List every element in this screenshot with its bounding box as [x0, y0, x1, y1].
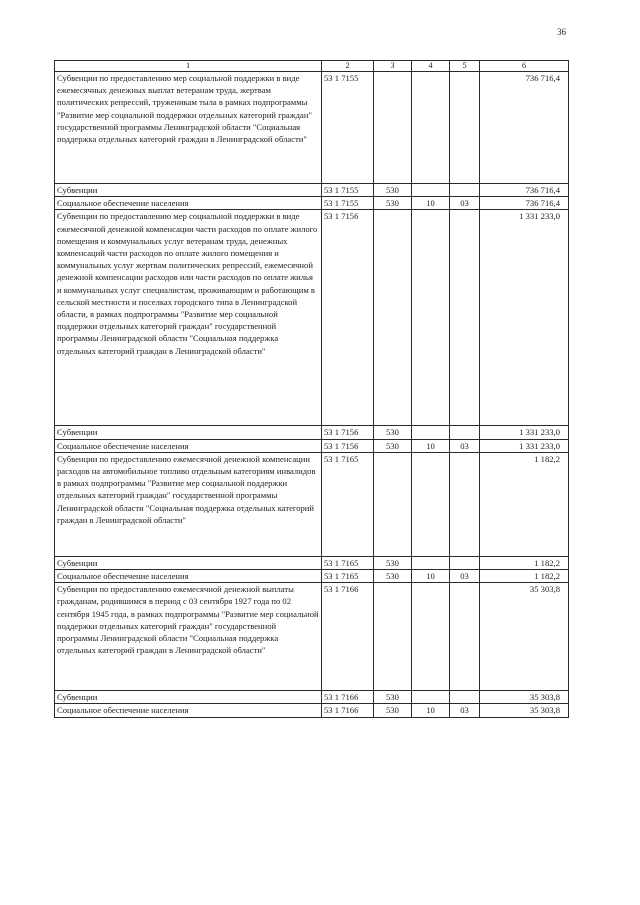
row-csr-cell: 53 1 7166 — [322, 691, 374, 704]
row-name-cell: Субвенции по предоставлению мер социальной поддержки в виде ежемесячных денежных выплат ветеранам труда, жертвам политических репрессий, труженикам тыла в рамках подпрограммы "Развитие мер социальной поддержки отдельных категорий граждан" государственной программы Ленинградской области "Социальная поддержка отдельных категорий граждан в Ленинградской области" — [55, 72, 322, 184]
row-rz-cell — [412, 691, 450, 704]
row-csr-cell: 53 1 7156 — [322, 426, 374, 439]
row-sum-cell: 35 303,8 — [480, 583, 569, 691]
budget-table — [54, 60, 569, 718]
row-sum-cell: 1 331 233,0 — [480, 210, 569, 426]
table-row — [55, 426, 569, 439]
table-row — [55, 439, 569, 452]
row-vr-cell: 530 — [374, 197, 412, 210]
row-rz-cell: 10 — [412, 439, 450, 452]
row-pr-cell — [450, 556, 480, 569]
header-cell: 5 — [450, 61, 480, 72]
row-pr-cell — [450, 426, 480, 439]
table-row — [55, 452, 569, 556]
table-row — [55, 197, 569, 210]
row-vr-cell: 530 — [374, 570, 412, 583]
row-csr-cell: 53 1 7155 — [322, 72, 374, 184]
row-name-cell: Субвенции — [55, 184, 322, 197]
row-vr-cell — [374, 72, 412, 184]
row-rz-cell — [412, 210, 450, 426]
row-name-cell: Субвенции — [55, 691, 322, 704]
row-sum-cell: 1 182,2 — [480, 452, 569, 556]
table-row — [55, 570, 569, 583]
row-name-cell: Субвенции — [55, 426, 322, 439]
row-csr-cell: 53 1 7165 — [322, 452, 374, 556]
row-vr-cell — [374, 583, 412, 691]
row-name-cell: Субвенции по предоставлению мер социальной поддержки в виде ежемесячной денежной компенсации части расходов по оплате жилого помещения и коммунальных услуг ветеранам труда, денежных компенсаций части расходов по оплате жилого помещения и коммунальных услуг жертвам политических репрессий, ежемесячной денежной компенсации расходов или части расходов по оплате жилья и коммунальных услуг специалистам, проживающим и работающим в сельской местности и поселках городского типа в Ленинградской области, в рамках подпрограммы "Развитие мер социальной поддержки отдельных категорий граждан" государственной программы Ленинградской области "Социальная поддержка отдельных категорий граждан в Ленинградской области" — [55, 210, 322, 426]
header-cell: 3 — [374, 61, 412, 72]
header-cell: 6 — [480, 61, 569, 72]
table-row — [55, 210, 569, 426]
row-name-cell: Субвенции по предоставлению ежемесячной денежной компенсации расходов на автомобильное топливо отдельным категориям инвалидов в рамках подпрограммы "Развитие мер социальной поддержки отдельных категорий граждан" государственной программы Ленинградской области "Социальная поддержка отдельных категорий граждан в Ленинградской области" — [55, 452, 322, 556]
row-vr-cell: 530 — [374, 184, 412, 197]
row-sum-cell: 35 303,8 — [480, 691, 569, 704]
row-csr-cell: 53 1 7166 — [322, 583, 374, 691]
row-rz-cell — [412, 184, 450, 197]
row-vr-cell: 530 — [374, 439, 412, 452]
row-vr-cell: 530 — [374, 556, 412, 569]
row-rz-cell — [412, 452, 450, 556]
row-sum-cell: 736 716,4 — [480, 184, 569, 197]
row-pr-cell — [450, 691, 480, 704]
row-csr-cell: 53 1 7155 — [322, 184, 374, 197]
table-row — [55, 691, 569, 704]
row-pr-cell: 03 — [450, 570, 480, 583]
row-vr-cell: 530 — [374, 426, 412, 439]
row-rz-cell — [412, 556, 450, 569]
row-name-cell: Субвенции — [55, 556, 322, 569]
row-pr-cell: 03 — [450, 439, 480, 452]
row-name-cell: Социальное обеспечение населения — [55, 704, 322, 717]
header-cell: 4 — [412, 61, 450, 72]
row-pr-cell — [450, 452, 480, 556]
page-number: 36 — [557, 27, 566, 37]
row-name-cell: Социальное обеспечение населения — [55, 570, 322, 583]
row-name-cell: Социальное обеспечение населения — [55, 197, 322, 210]
table-row — [55, 556, 569, 569]
row-rz-cell: 10 — [412, 704, 450, 717]
row-sum-cell: 1 182,2 — [480, 556, 569, 569]
table-row — [55, 72, 569, 184]
header-cell: 2 — [322, 61, 374, 72]
row-sum-cell: 736 716,4 — [480, 72, 569, 184]
row-sum-cell: 1 331 233,0 — [480, 439, 569, 452]
table-row — [55, 583, 569, 691]
row-csr-cell: 53 1 7156 — [322, 439, 374, 452]
row-csr-cell: 53 1 7156 — [322, 210, 374, 426]
row-vr-cell: 530 — [374, 691, 412, 704]
row-name-cell: Социальное обеспечение населения — [55, 439, 322, 452]
row-sum-cell: 736 716,4 — [480, 197, 569, 210]
row-pr-cell: 03 — [450, 197, 480, 210]
row-rz-cell — [412, 426, 450, 439]
row-sum-cell: 1 182,2 — [480, 570, 569, 583]
row-vr-cell — [374, 452, 412, 556]
row-pr-cell — [450, 210, 480, 426]
row-csr-cell: 53 1 7155 — [322, 197, 374, 210]
row-sum-cell: 1 331 233,0 — [480, 426, 569, 439]
row-rz-cell: 10 — [412, 570, 450, 583]
row-rz-cell — [412, 72, 450, 184]
row-name-cell: Субвенции по предоставлению ежемесячной денежной выплаты гражданам, родившимся в период с 03 сентября 1927 года по 02 сентября 1945 года, в рамках подпрограммы "Развитие мер социальной поддержки отдельных категорий граждан" государственной программы Ленинградской области "Социальная поддержка отдельных категорий граждан в Ленинградской области" — [55, 583, 322, 691]
row-pr-cell — [450, 583, 480, 691]
row-vr-cell: 530 — [374, 704, 412, 717]
row-csr-cell: 53 1 7165 — [322, 556, 374, 569]
row-pr-cell — [450, 72, 480, 184]
table-row — [55, 704, 569, 717]
row-csr-cell: 53 1 7165 — [322, 570, 374, 583]
row-rz-cell — [412, 583, 450, 691]
row-csr-cell: 53 1 7166 — [322, 704, 374, 717]
row-pr-cell: 03 — [450, 704, 480, 717]
row-sum-cell: 35 303,8 — [480, 704, 569, 717]
table-header-row — [55, 61, 569, 72]
header-cell: 1 — [55, 61, 322, 72]
row-vr-cell — [374, 210, 412, 426]
row-rz-cell: 10 — [412, 197, 450, 210]
row-pr-cell — [450, 184, 480, 197]
table-row — [55, 184, 569, 197]
